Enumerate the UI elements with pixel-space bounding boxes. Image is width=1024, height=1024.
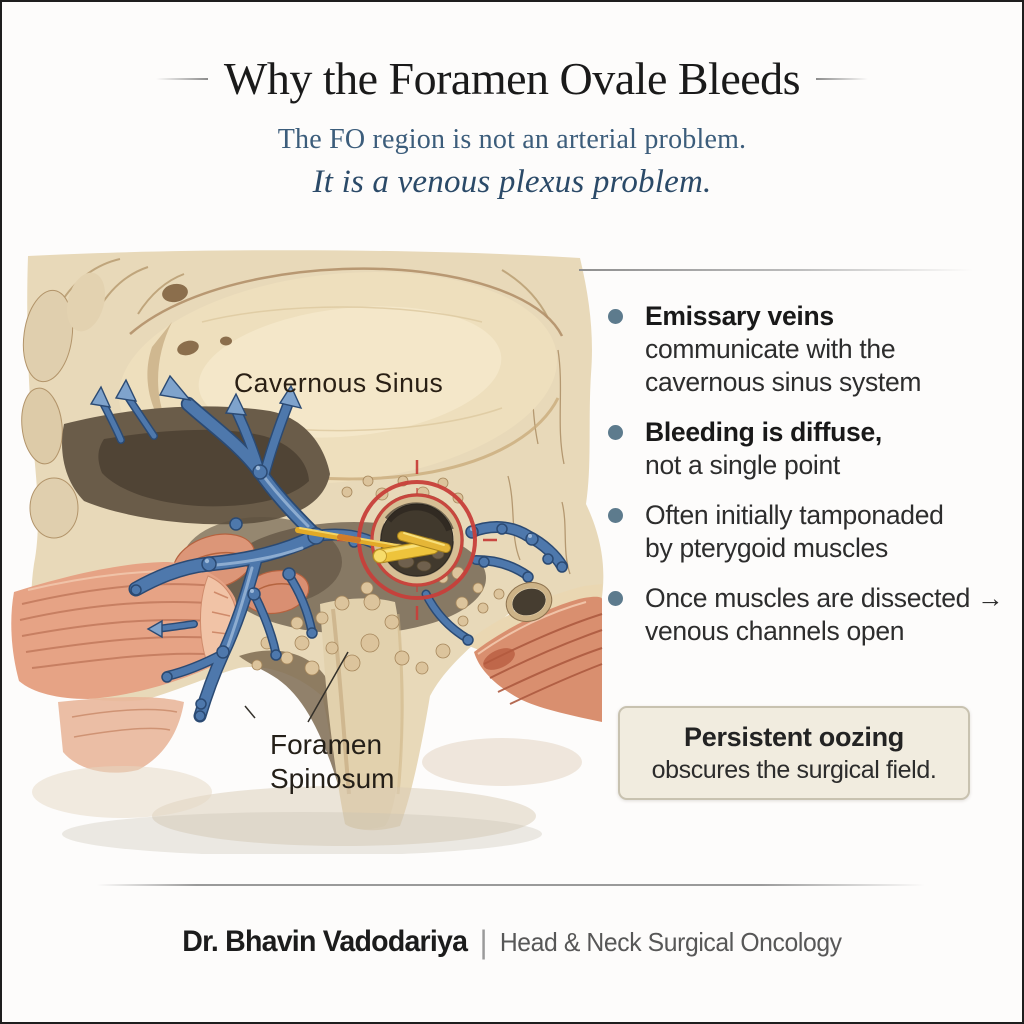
- bullet-text: [645, 416, 882, 482]
- callout-line2: obscures the surgical field.: [651, 756, 937, 784]
- bullet-text: [645, 499, 944, 565]
- footer-separator: |: [479, 924, 488, 960]
- bullet-line: by pterygoid muscles: [645, 533, 888, 563]
- foramen-spinosum-label-line1: Foramen: [270, 729, 383, 760]
- skull-base-svg: [2, 240, 610, 854]
- bullet-section-divider: [579, 269, 973, 271]
- bullet-line: Emissary veins: [645, 301, 834, 331]
- bullet-dot-icon: [608, 309, 623, 324]
- callout-box: [618, 706, 970, 800]
- title-row: [2, 53, 1022, 104]
- bullet-dot-icon: [608, 508, 623, 523]
- bullet-text: [645, 300, 921, 399]
- bullet-line: cavernous sinus system: [645, 367, 922, 397]
- bullet-item-tamponade: [608, 499, 1024, 565]
- foramen-spinosum-label-line2: Spinosum: [270, 763, 395, 794]
- bullet-line: Once muscles are dissected →: [645, 583, 1004, 613]
- page-title: Why the Foramen Ovale Bleeds: [223, 53, 801, 104]
- title-dash-left: [156, 78, 208, 80]
- header: [2, 53, 1022, 201]
- subtitle-line2: It is a venous plexus problem.: [312, 164, 712, 200]
- author-name: Dr. Bhavin Vadodariya: [182, 925, 468, 958]
- bullet-item-dissection: [608, 582, 1024, 648]
- title-dash-right: [816, 78, 868, 80]
- bullet-line: Bleeding is diffuse,: [645, 417, 882, 447]
- bullet-text: [645, 582, 1003, 648]
- skull-base-illustration: [2, 240, 610, 854]
- bullet-line: not a single point: [645, 450, 840, 480]
- footer-divider: [97, 884, 925, 886]
- author-specialty: Head & Neck Surgical Oncology: [499, 927, 842, 957]
- callout-line1: Persistent oozing: [684, 722, 904, 752]
- subtitle-line1: The FO region is not an arterial problem.: [277, 124, 747, 155]
- footer: [26, 922, 999, 959]
- cavernous-sinus-label: Cavernous Sinus: [234, 368, 444, 398]
- bullet-line: communicate with the: [645, 334, 896, 364]
- bullet-dot-icon: [608, 591, 623, 606]
- bullet-line: Often initially tamponaded: [645, 500, 944, 530]
- bullet-item-emissary-veins: [608, 300, 1024, 399]
- bullet-item-bleeding-diffuse: [608, 416, 1024, 482]
- bullet-line: venous channels open: [645, 616, 905, 646]
- bullet-dot-icon: [608, 425, 623, 440]
